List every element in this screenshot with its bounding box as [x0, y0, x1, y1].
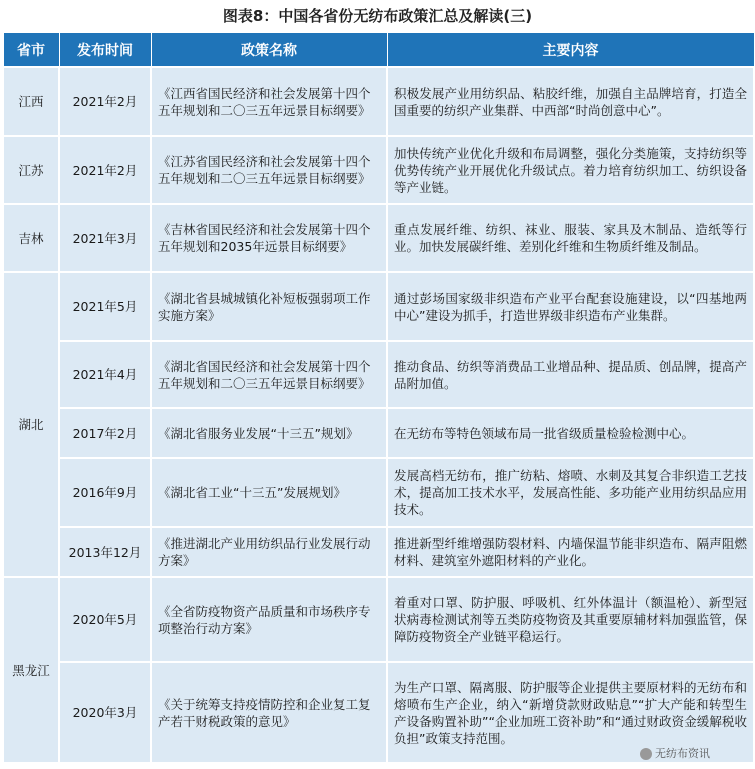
policy-name-cell: 《江西省国民经济和社会发展第十四个五年规划和二〇三五年远景目标纲要》	[151, 67, 387, 136]
policy-table	[2, 32, 755, 764]
policy-name-cell: 《湖北省服务业发展“十三五”规划》	[151, 408, 387, 458]
policy-name-cell: 《江苏省国民经济和社会发展第十四个五年规划和二〇三五年远景目标纲要》	[151, 136, 387, 204]
date-cell: 2013年12月	[59, 527, 151, 577]
watermark	[640, 745, 710, 761]
table-row	[3, 272, 754, 341]
date-cell: 2021年5月	[59, 272, 151, 341]
policy-name-cell: 《湖北省工业“十三五”发展规划》	[151, 458, 387, 527]
table-row	[3, 577, 754, 662]
header-policy-name: 政策名称	[151, 33, 387, 68]
table-row	[3, 204, 754, 272]
date-cell: 2021年4月	[59, 341, 151, 408]
content-cell: 着重对口罩、防护服、呼吸机、红外体温计（额温枪）、新型冠状病毒检测试剂等五类防疫物资及其重要原辅材料加强监管，保障防疫物资全产业链平稳运行。	[387, 577, 754, 662]
province-cell: 吉林	[3, 204, 59, 272]
table-row	[3, 527, 754, 577]
content-cell: 发展高档无纺布，推广纺粘、熔喷、水刺及其复合非织造工艺技术，提高加工技术水平，发展高性能、多功能产业用纺织品应用技术。	[387, 458, 754, 527]
date-cell: 2021年2月	[59, 136, 151, 204]
content-cell: 推进新型纤维增强防裂材料、内墙保温节能非织造布、隔声阻燃材料、建筑室外遮阳材料的产业化。	[387, 527, 754, 577]
date-cell: 2017年2月	[59, 408, 151, 458]
wechat-logo-icon	[640, 748, 652, 760]
table-row	[3, 408, 754, 458]
date-cell: 2021年2月	[59, 67, 151, 136]
content-cell: 重点发展纤维、纺织、袜业、服装、家具及木制品、造纸等行业。加快发展碳纤维、差别化纤维和生物质纤维及制品。	[387, 204, 754, 272]
content-cell: 积极发展产业用纺织品、粘胶纤维，加强自主品牌培育，打造全国重要的纺织产业集群、中西部“时尚创意中心”。	[387, 67, 754, 136]
policy-name-cell: 《湖北省县城城镇化补短板强弱项工作实施方案》	[151, 272, 387, 341]
watermark-text: 无纺布资讯	[655, 747, 710, 760]
header-row	[3, 33, 754, 68]
policy-name-cell: 《吉林省国民经济和社会发展第十四个五年规划和2035年远景目标纲要》	[151, 204, 387, 272]
content-cell: 在无纺布等特色领域布局一批省级质量检验检测中心。	[387, 408, 754, 458]
header-province: 省市	[3, 33, 59, 68]
province-cell: 湖北	[3, 272, 59, 577]
date-cell: 2020年3月	[59, 662, 151, 763]
content-cell: 为生产口罩、隔离服、防护服等企业提供主要原材料的无纺布和熔喷布生产企业，纳入“新增贷款财政贴息”“扩大产能和转型生产设备购置补助”“企业加班工资补助”和“通过财政资金缓解税收负担”政策支持范围。	[387, 662, 754, 763]
content-cell: 推动食品、纺织等消费品工业增品种、提品质、创品牌，提高产品附加值。	[387, 341, 754, 408]
table-row	[3, 458, 754, 527]
header-date: 发布时间	[59, 33, 151, 68]
table-row	[3, 341, 754, 408]
province-cell: 黑龙江	[3, 577, 59, 763]
policy-name-cell: 《推进湖北产业用纺织品行业发展行动方案》	[151, 527, 387, 577]
header-main-content: 主要内容	[387, 33, 754, 68]
date-cell: 2021年3月	[59, 204, 151, 272]
content-cell: 加快传统产业优化升级和布局调整，强化分类施策，支持纺织等优势传统产业开展优化升级试点。着力培育纺织加工、纺织设备等产业链。	[387, 136, 754, 204]
province-cell: 江西	[3, 67, 59, 136]
content-cell: 通过彭场国家级非织造布产业平台配套设施建设，以“四基地两中心”建设为抓手，打造世界级非织造布产业集群。	[387, 272, 754, 341]
province-cell: 江苏	[3, 136, 59, 204]
table-row	[3, 136, 754, 204]
policy-name-cell: 《全省防疫物资产品质量和市场秩序专项整治行动方案》	[151, 577, 387, 662]
table-row	[3, 67, 754, 136]
date-cell: 2020年5月	[59, 577, 151, 662]
policy-name-cell: 《关于统筹支持疫情防控和企业复工复产若干财税政策的意见》	[151, 662, 387, 763]
policy-name-cell: 《湖北省国民经济和社会发展第十四个五年规划和二〇三五年远景目标纲要》	[151, 341, 387, 408]
figure-title: 图表8：中国各省份无纺布政策汇总及解读(三)	[222, 7, 533, 25]
date-cell: 2016年9月	[59, 458, 151, 527]
